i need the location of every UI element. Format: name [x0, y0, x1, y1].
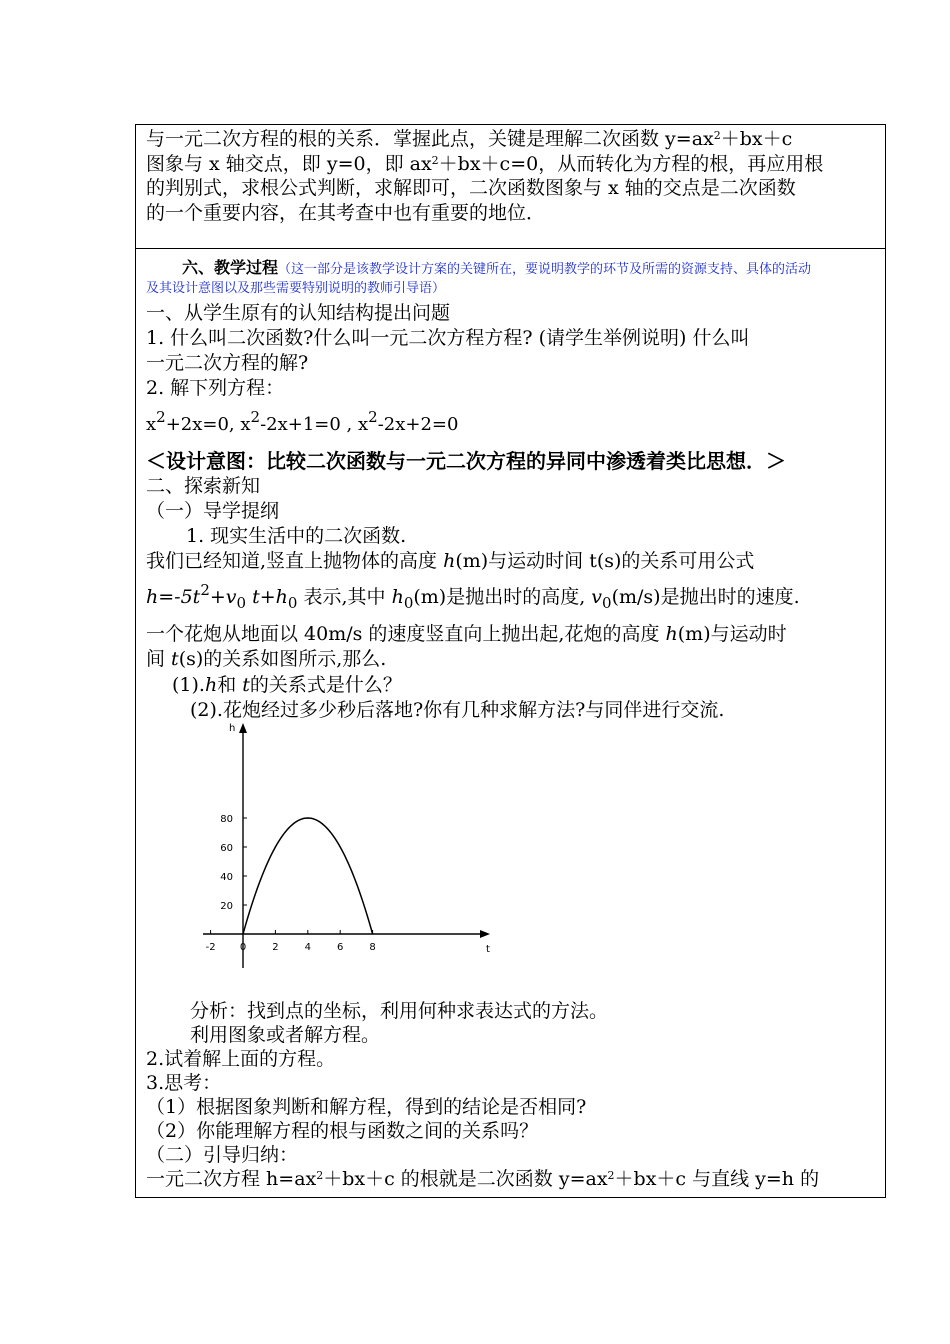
equations: $x^2+2x=0$, $x^2-2x+1=0$ , $x^2-2x+2=0$	[146, 408, 459, 435]
paragraph-2-line-2: 间 t(s)的关系如图所示,那么.	[146, 648, 387, 670]
item-1: 1. 现实生活中的二次函数.	[186, 525, 407, 547]
formula-line: $h=-5t^2+v_0$ $t+h_0$ 表示,其中 $h_0(m)$是抛出时的高度, $v_0(m/s)$是抛出时的速度.	[146, 581, 800, 612]
part2-title: 二、探索新知	[146, 475, 261, 497]
data-point	[323, 825, 324, 826]
paragraph-1: 我们已经知道,竖直上抛物体的高度 h(m)与运动时间 t(s)的关系可用公式	[146, 550, 755, 572]
table-row-summary	[136, 125, 885, 249]
content-table	[135, 124, 886, 1198]
analysis-2: 利用图象或者解方程。	[190, 1024, 381, 1046]
y-tick-label: 80	[220, 814, 233, 825]
x-axis-label: t	[486, 944, 490, 955]
think-1: （1）根据图象判断和解方程，得到的结论是否相同?	[146, 1096, 587, 1118]
sub2-title: （二）引导归纳：	[146, 1144, 299, 1166]
sub1-title: （一）导学提纲	[146, 500, 280, 522]
data-point	[259, 883, 260, 884]
question-2: 2. 解下列方程：	[146, 377, 285, 399]
y-tick-label: 60	[220, 843, 233, 854]
data-point	[291, 825, 292, 826]
design-intent: ＜设计意图：比较二次函数与一元二次方程的异同中渗透着类比思想．＞	[146, 449, 786, 473]
y-axis-arrow	[239, 723, 247, 733]
summary-line-3: 的判别式，求根公式判断，求解即可，二次函数图象与 x 轴的交点是二次函数	[146, 177, 796, 199]
last-line: 一元二次方程 $h=ax^2+bx+c$ 的根就是二次函数 $y=ax^2+bx+c$ 与直线 y=h 的	[146, 1168, 820, 1190]
data-point	[356, 883, 357, 884]
question-1-line-1: 1. 什么叫二次函数?什么叫一元二次方程方程? (请学生举例说明) 什么叫	[146, 327, 750, 349]
trajectory-curve	[243, 818, 373, 934]
paragraph-2-line-1: 一个花炮从地面以 40m/s 的速度竖直向上抛出起,花炮的高度 h(m)与运动时	[146, 623, 787, 645]
x-tick-label: -2	[205, 942, 216, 953]
question-1-line-2: 一元二次方程的解?	[146, 352, 309, 374]
step-2: 2.试着解上面的方程。	[146, 1048, 336, 1070]
section-note-2: 及其设计意图以及那些需要特别说明的教师引导语）	[146, 281, 446, 296]
trajectory-chart	[186, 723, 496, 985]
summary-line-2: 图象与 x 轴交点，即 y=0，即 $ax^2+bx+c=0$，从而转化为方程的根，再应用根	[146, 153, 824, 175]
y-axis-label: h	[229, 723, 236, 734]
section-heading-line	[182, 255, 877, 282]
data-point	[275, 846, 276, 847]
x-tick-label: 2	[272, 942, 279, 953]
y-tick-label: 40	[220, 872, 233, 883]
x-tick-label: 8	[369, 942, 376, 953]
section-note-1: （这一部分是该教学设计方案的关键所在，要说明教学的环节及所需的资源支持、具体的活动	[278, 262, 812, 277]
question-a: (1).h和 t的关系式是什么？	[172, 674, 402, 696]
section-heading: 六、教学过程	[182, 258, 279, 277]
table-row-process	[136, 249, 885, 1199]
y-tick-label: 20	[220, 901, 233, 912]
data-point	[307, 817, 308, 818]
data-point	[340, 846, 341, 847]
question-b: (2).花炮经过多少秒后落地?你有几种求解方法?与同伴进行交流.	[190, 699, 725, 721]
part1-title: 一、从学生原有的认知结构提出问题	[146, 302, 451, 324]
summary-line-1: 与一元二次方程的根的关系．掌握此点，关键是理解二次函数 $y=ax^2+bx+c$	[146, 128, 793, 150]
think-2: （2）你能理解方程的根与函数之间的关系吗？	[146, 1120, 539, 1142]
data-point	[242, 933, 243, 934]
summary-line-4: 的一个重要内容，在其考查中也有重要的地位．	[146, 202, 546, 224]
data-point	[372, 933, 373, 934]
x-tick-label: 0	[239, 942, 247, 953]
step-3: 3.思考：	[146, 1072, 222, 1094]
x-tick-label: 4	[304, 942, 311, 953]
analysis-1: 分析：找到点的坐标，利用何种求表达式的方法。	[190, 1000, 609, 1022]
x-tick-label: 6	[337, 942, 344, 953]
x-axis-arrow	[480, 930, 490, 938]
